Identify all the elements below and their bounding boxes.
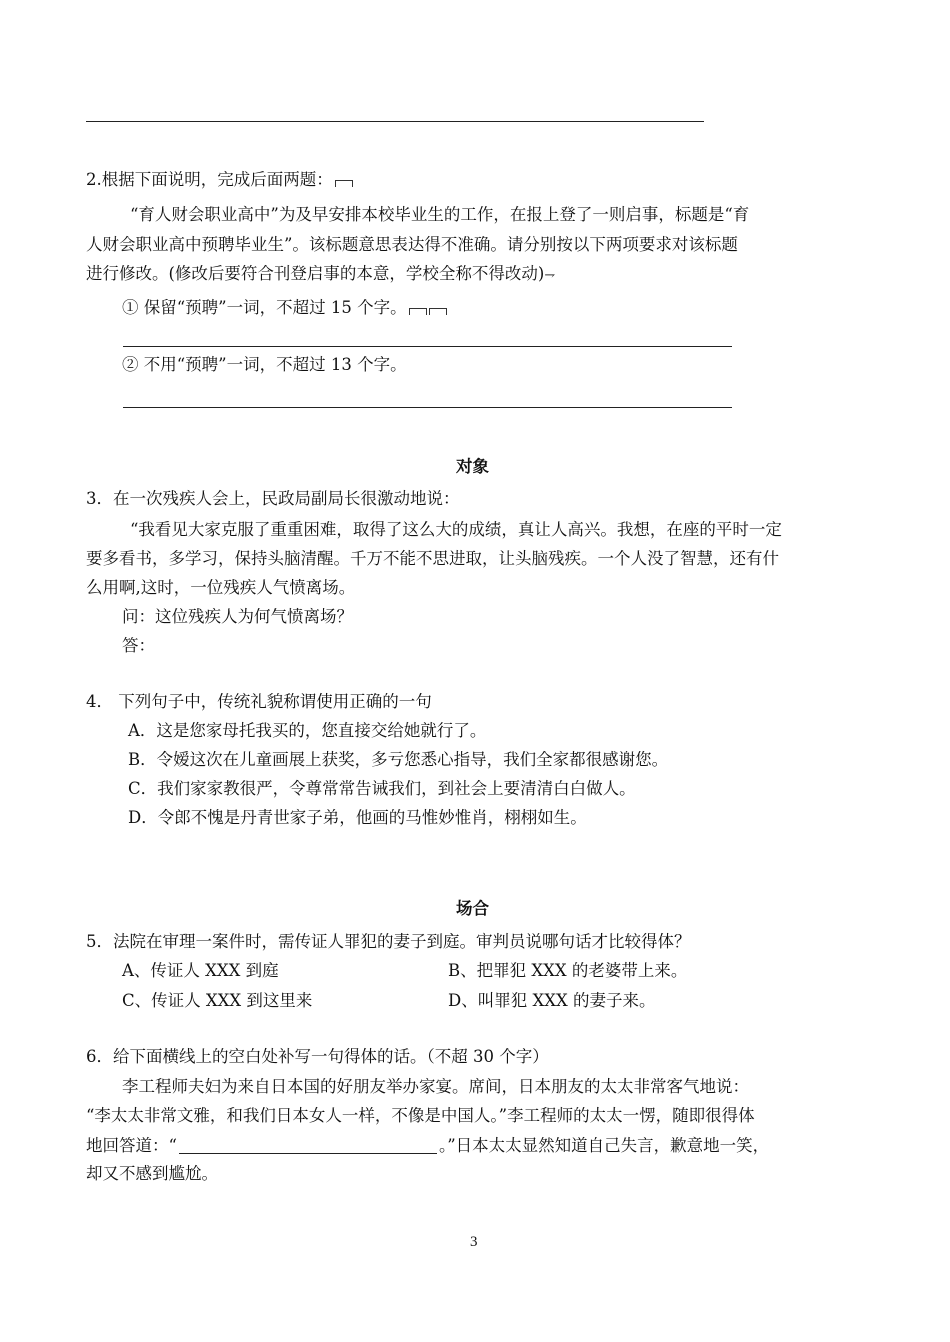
- q2-paragraph-line-1: “育人财会职业高中”为及早安排本校毕业生的工作，在报上登了一则启事，标题是“育: [130, 205, 750, 224]
- q6-stem: 6．给下面横线上的空白处补写一句得体的话。（不超 30 个字）: [86, 1047, 549, 1066]
- edit-mark-icon: [335, 180, 353, 187]
- q4-option-d[interactable]: D．令郎不愧是丹青世家子弟，他画的马惟妙惟肖，栩栩如生。: [128, 808, 587, 827]
- edit-mark-icon: ⇁: [544, 268, 556, 283]
- q3-quote-line-3: 么用啊,这时，一位残疾人气愤离场。: [86, 578, 356, 597]
- q6-paragraph-line-1: 李工程师夫妇为来自日本国的好朋友举办家宴。席间，日本朋友的太太非常客气地说：: [122, 1077, 749, 1096]
- q6-paragraph-line-3: 地回答道：“ 。”日本太太显然知道自己失言，歉意地一笑，: [86, 1136, 770, 1155]
- answer-line-top: [86, 121, 704, 122]
- q3-quote-line-2: 要多看书，多学习，保持头脑清醒。千万不能不思进取，让头脑残疾。一个人没了智慧，还有什: [86, 549, 779, 568]
- section-heading-occasion: 场合: [456, 899, 489, 918]
- q6-fill-blank[interactable]: [179, 1137, 437, 1154]
- q3-answer-label: 答：: [122, 636, 155, 655]
- q3-question: 问：这位残疾人为何气愤离场？: [122, 607, 353, 626]
- q3-stem: 3．在一次残疾人会上，民政局副局长很激动地说：: [86, 489, 460, 508]
- q5-stem: 5．法院在审理一案件时，需传证人罪犯的妻子到庭。审判员说哪句话才比较得体？: [86, 932, 691, 951]
- q6-paragraph-line-4: 却又不感到尴尬。: [86, 1164, 218, 1183]
- section-heading-object: 对象: [456, 457, 489, 476]
- q6-paragraph-line-2: “李太太非常文雅，和我们日本女人一样，不像是中国人。”李工程师的太太一愣，随即很得体: [86, 1106, 755, 1125]
- q3-quote-line-1: “我看见大家克服了重重困难，取得了这么大的成绩，真让人高兴。我想，在座的平时一定: [130, 520, 782, 539]
- q2-paragraph-line-3: 进行修改。(修改后要符合刊登启事的本意，学校全称不得改动)⇁: [86, 264, 556, 283]
- q5-option-d[interactable]: D、叫罪犯 XXX 的妻子来。: [448, 991, 656, 1010]
- q2-item-2: ② 不用“预聘”一词，不超过 13 个字。: [122, 355, 407, 374]
- edit-mark-icon: [429, 308, 447, 315]
- q2-answer-line-1[interactable]: [123, 346, 732, 347]
- page-number: 3: [470, 1234, 478, 1250]
- q4-option-a[interactable]: A．这是您家母托我买的，您直接交给她就行了。: [128, 721, 487, 740]
- q2-item-1: ① 保留“预聘”一词，不超过 15 个字。: [122, 300, 447, 317]
- q2-answer-line-2[interactable]: [123, 407, 732, 408]
- q2-paragraph-line-2: 人财会职业高中预聘毕业生”。该标题意思表达得不准确。请分别按以下两项要求对该标题: [86, 235, 738, 254]
- q5-option-a[interactable]: A、传证人 XXX 到庭: [122, 961, 279, 980]
- q4-option-b[interactable]: B．令嫒这次在儿童画展上获奖，多亏您悉心指导，我们全家都很感谢您。: [128, 750, 669, 769]
- q5-option-b[interactable]: B、把罪犯 XXX 的老婆带上来。: [448, 961, 688, 980]
- q2-title: 2.根据下面说明，完成后面两题：: [86, 172, 353, 189]
- q4-option-c[interactable]: C．我们家家教很严，令尊常常告诫我们，到社会上要清清白白做人。: [128, 779, 636, 798]
- q5-option-c[interactable]: C、传证人 XXX 到这里来: [122, 991, 313, 1010]
- edit-mark-icon: [409, 308, 427, 315]
- q4-stem: 4． 下列句子中，传统礼貌称谓使用正确的一句: [86, 692, 432, 711]
